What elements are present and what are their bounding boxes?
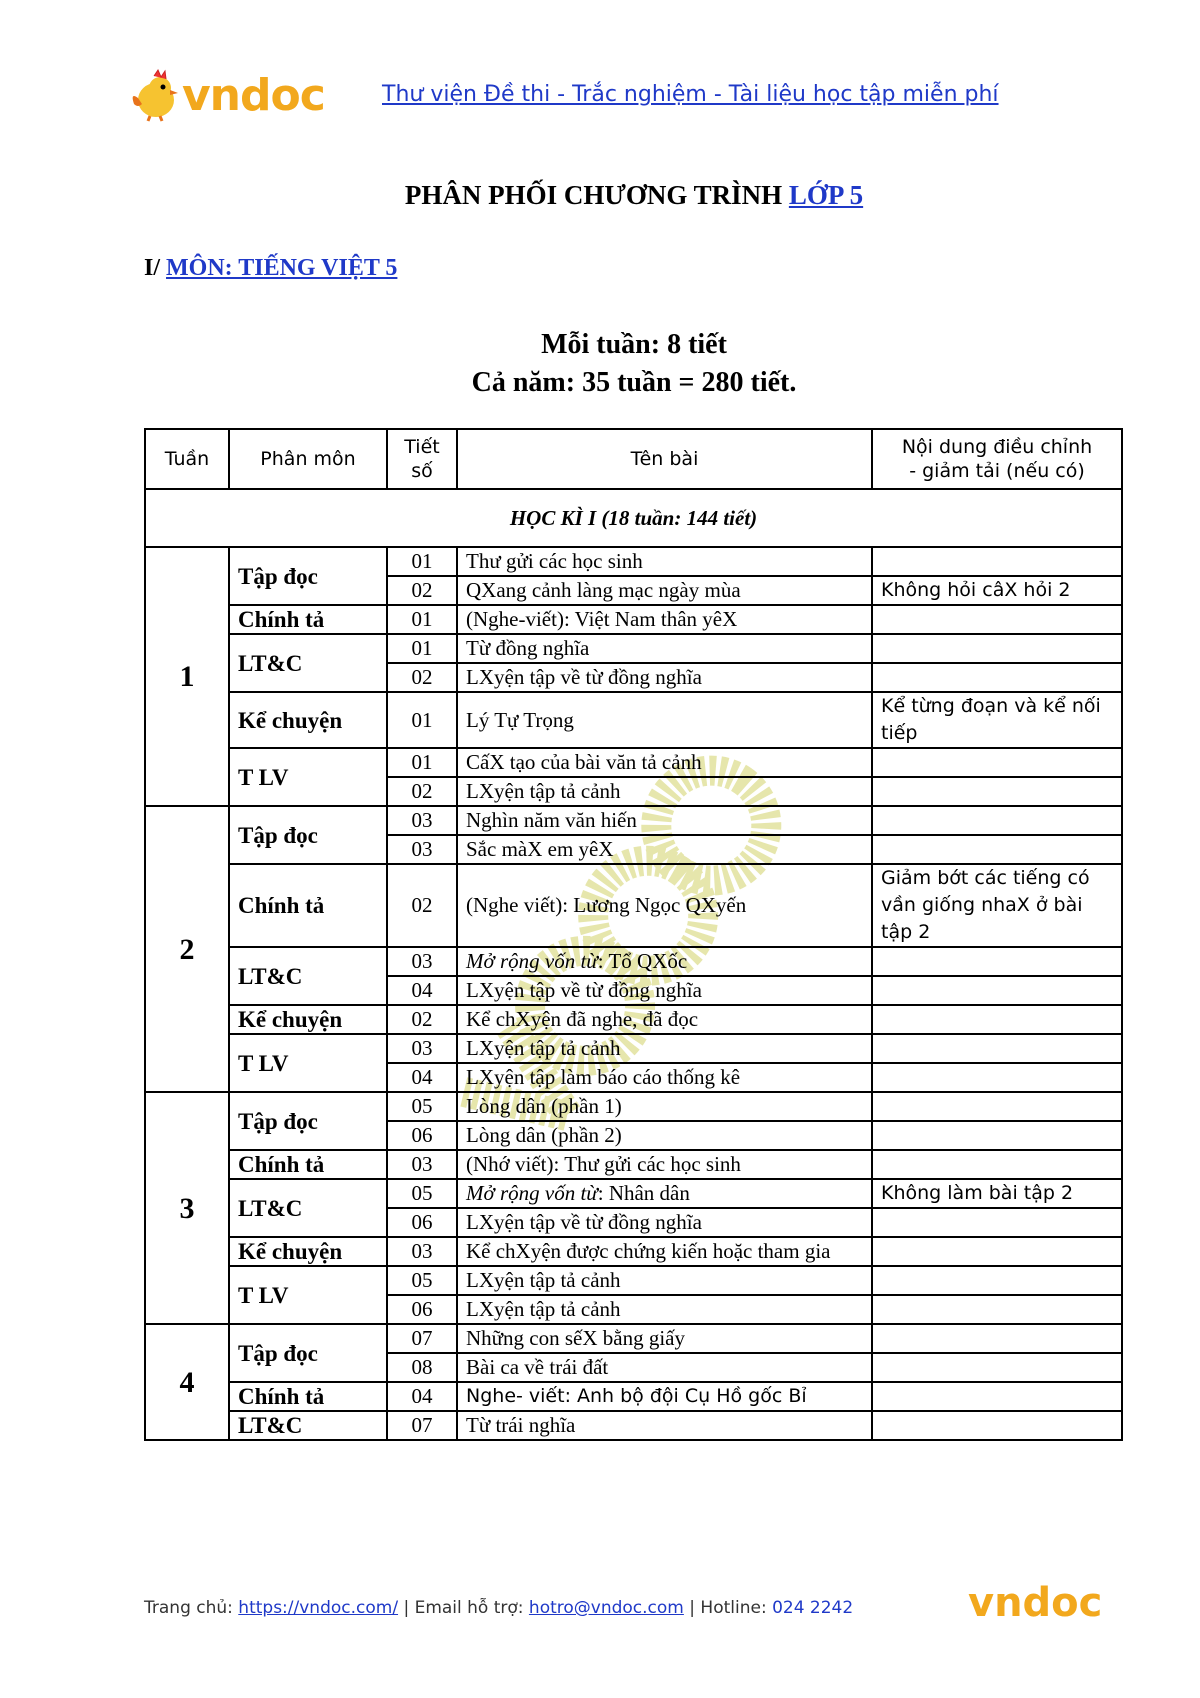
lesson-no: 06 bbox=[387, 1121, 457, 1150]
table-row bbox=[145, 1237, 1122, 1266]
lesson-no: 05 bbox=[387, 1266, 457, 1295]
adjustment-note bbox=[872, 1208, 1122, 1237]
adjustment-note bbox=[872, 976, 1122, 1005]
footer-home-label: Trang chủ: bbox=[144, 1598, 239, 1618]
adjustment-note bbox=[872, 1121, 1122, 1150]
table-row bbox=[145, 1179, 1122, 1208]
table-row bbox=[145, 692, 1122, 748]
adjustment-note bbox=[872, 1266, 1122, 1295]
adjustment-note bbox=[872, 547, 1122, 576]
adjustment-note bbox=[872, 1150, 1122, 1179]
lesson-no: 07 bbox=[387, 1324, 457, 1353]
lesson-title: Từ trái nghĩa bbox=[457, 1411, 872, 1440]
subject-cell: Tập đọc bbox=[229, 547, 387, 605]
lesson-title: LXyện tập tả cảnh bbox=[457, 1034, 872, 1063]
title-text: PHÂN PHỐI CHƯƠNG TRÌNH bbox=[404, 180, 789, 210]
lesson-no: 03 bbox=[387, 1034, 457, 1063]
lesson-title-rest: : Nhân dân bbox=[597, 1181, 690, 1205]
table-row bbox=[145, 605, 1122, 634]
lesson-summary bbox=[0, 326, 1200, 402]
table-row bbox=[145, 1411, 1122, 1440]
lesson-no: 01 bbox=[387, 692, 457, 748]
lesson-no: 05 bbox=[387, 1179, 457, 1208]
footer-logo[interactable]: vndoc bbox=[968, 1580, 1103, 1626]
table-row bbox=[145, 806, 1122, 835]
subject-link[interactable]: MÔN: TIẾNG VIỆT 5 bbox=[166, 255, 398, 281]
footer-separator: | Email hỗ trợ: bbox=[398, 1598, 529, 1618]
logo-text: vndoc bbox=[182, 69, 325, 121]
adjustment-note bbox=[872, 1237, 1122, 1266]
table-row bbox=[145, 1382, 1122, 1411]
grade-link[interactable]: LỚP 5 bbox=[788, 180, 864, 210]
table-header-row bbox=[145, 429, 1122, 489]
table-row bbox=[145, 748, 1122, 777]
subject-cell: T LV bbox=[229, 1266, 387, 1324]
subject-cell: Chính tả bbox=[229, 605, 387, 634]
subject-cell: Kể chuyện bbox=[229, 692, 387, 748]
lesson-title bbox=[457, 1179, 872, 1208]
lesson-no: 03 bbox=[387, 1150, 457, 1179]
lesson-no: 02 bbox=[387, 663, 457, 692]
adjustment-note bbox=[872, 605, 1122, 634]
adjustment-note: Kể từng đoạn và kể nối tiếp bbox=[872, 692, 1122, 748]
lesson-title: (Nhớ viết): Thư gửi các học sinh bbox=[457, 1150, 872, 1179]
footer-separator: | Hotline: bbox=[683, 1598, 773, 1618]
lesson-no: 06 bbox=[387, 1208, 457, 1237]
lesson-title: Lòng dân (phần 2) bbox=[457, 1121, 872, 1150]
site-tagline-link[interactable]: Thư viện Đề thi - Trắc nghiệm - Tài liệu học tập miễn phí bbox=[382, 82, 999, 107]
subject-cell: T LV bbox=[229, 1034, 387, 1092]
subject-cell: Chính tả bbox=[229, 864, 387, 947]
lesson-no: 06 bbox=[387, 1295, 457, 1324]
summary-weekly: Mỗi tuần: 8 tiết bbox=[541, 329, 727, 360]
lesson-title: (Nghe viết): Lương Ngọc QXyến bbox=[457, 864, 872, 947]
page-title bbox=[0, 180, 1200, 211]
lesson-title: LXyện tập tả cảnh bbox=[457, 777, 872, 806]
lesson-title: Kể chXyện được chứng kiến hoặc tham gia bbox=[457, 1237, 872, 1266]
lesson-title: LXyện tập về từ đồng nghĩa bbox=[457, 976, 872, 1005]
week-cell: 4 bbox=[145, 1324, 229, 1440]
header-adjustment: Nội dung điều chỉnh - giảm tải (nếu có) bbox=[872, 429, 1122, 489]
lesson-title: LXyện tập tả cảnh bbox=[457, 1295, 872, 1324]
summary-yearly: Cả năm: 35 tuần = 280 tiết. bbox=[471, 367, 797, 398]
week-cell: 2 bbox=[145, 806, 229, 1092]
table-row bbox=[145, 634, 1122, 663]
table-row bbox=[145, 947, 1122, 976]
lesson-no: 02 bbox=[387, 1005, 457, 1034]
adjustment-note bbox=[872, 1005, 1122, 1034]
lesson-no: 05 bbox=[387, 1092, 457, 1121]
adjustment-note bbox=[872, 1411, 1122, 1440]
table-row bbox=[145, 1324, 1122, 1353]
subject-cell: T LV bbox=[229, 748, 387, 806]
adjustment-note: Không làm bài tập 2 bbox=[872, 1179, 1122, 1208]
page-footer bbox=[144, 1598, 853, 1618]
lesson-no: 02 bbox=[387, 576, 457, 605]
adjustment-note bbox=[872, 748, 1122, 777]
lesson-title bbox=[457, 947, 872, 976]
lesson-title: LXyện tập tả cảnh bbox=[457, 1266, 872, 1295]
adjustment-note bbox=[872, 634, 1122, 663]
adjustment-note bbox=[872, 1034, 1122, 1063]
table-row bbox=[145, 1005, 1122, 1034]
lesson-title: Bài ca về trái đất bbox=[457, 1353, 872, 1382]
lesson-title: Nghe- viết: Anh bộ đội Cụ Hồ gốc Bỉ bbox=[457, 1382, 872, 1411]
header-week: Tuần bbox=[145, 429, 229, 489]
lesson-no: 03 bbox=[387, 947, 457, 976]
lesson-no: 03 bbox=[387, 806, 457, 835]
lesson-title-italic: Mở rộng vốn từ bbox=[466, 1181, 598, 1205]
lesson-no: 02 bbox=[387, 777, 457, 806]
curriculum-table bbox=[144, 428, 1123, 1441]
table-row bbox=[145, 1034, 1122, 1063]
table-row bbox=[145, 1150, 1122, 1179]
lesson-title: Kể chXyện đã nghe, đã đọc bbox=[457, 1005, 872, 1034]
subject-cell: Kể chuyện bbox=[229, 1005, 387, 1034]
vndoc-logo[interactable] bbox=[128, 68, 325, 122]
lesson-title: LXyện tập về từ đồng nghĩa bbox=[457, 663, 872, 692]
lesson-no: 04 bbox=[387, 1063, 457, 1092]
lesson-title: Lòng dân (phần 1) bbox=[457, 1092, 872, 1121]
table-row bbox=[145, 1266, 1122, 1295]
lesson-title: Nghìn năm văn hiến bbox=[457, 806, 872, 835]
subject-cell: Chính tả bbox=[229, 1150, 387, 1179]
adjustment-note bbox=[872, 1063, 1122, 1092]
lesson-title: Từ đồng nghĩa bbox=[457, 634, 872, 663]
lesson-title: Những con sếX bằng giấy bbox=[457, 1324, 872, 1353]
lesson-no: 04 bbox=[387, 976, 457, 1005]
subject-cell: Tập đọc bbox=[229, 1092, 387, 1150]
semester-row bbox=[145, 489, 1122, 547]
footer-home-link[interactable]: https://vndoc.com/ bbox=[238, 1598, 399, 1618]
adjustment-note bbox=[872, 1353, 1122, 1382]
subject-prefix: I/ bbox=[144, 255, 167, 281]
lesson-no: 07 bbox=[387, 1411, 457, 1440]
table-row bbox=[145, 864, 1122, 947]
adjustment-note bbox=[872, 947, 1122, 976]
subject-cell: Chính tả bbox=[229, 1382, 387, 1411]
header-subject: Phân môn bbox=[229, 429, 387, 489]
adjustment-note bbox=[872, 777, 1122, 806]
lesson-no: 01 bbox=[387, 748, 457, 777]
table-row bbox=[145, 1092, 1122, 1121]
lesson-title: (Nghe-viết): Việt Nam thân yêX bbox=[457, 605, 872, 634]
lesson-title: LXyện tập làm báo cáo thống kê bbox=[457, 1063, 872, 1092]
subject-cell: LT&C bbox=[229, 634, 387, 692]
subject-cell: Tập đọc bbox=[229, 806, 387, 864]
lesson-no: 01 bbox=[387, 605, 457, 634]
subject-heading bbox=[144, 255, 397, 282]
lesson-no: 03 bbox=[387, 835, 457, 864]
semester-label: HỌC KÌ I (18 tuần: 144 tiết) bbox=[145, 489, 1122, 547]
subject-cell: LT&C bbox=[229, 1411, 387, 1440]
lesson-no: 02 bbox=[387, 864, 457, 947]
adjustment-note bbox=[872, 1092, 1122, 1121]
header-lesson-title: Tên bài bbox=[457, 429, 872, 489]
adjustment-note: Giảm bớt các tiếng có vần giống nhaX ở bài tập 2 bbox=[872, 864, 1122, 947]
adjustment-note bbox=[872, 663, 1122, 692]
page-header bbox=[128, 62, 1078, 132]
adjustment-note bbox=[872, 1295, 1122, 1324]
adjustment-note bbox=[872, 1324, 1122, 1353]
footer-hotline: 024 2242 bbox=[772, 1598, 854, 1618]
week-cell: 3 bbox=[145, 1092, 229, 1324]
lesson-no: 03 bbox=[387, 1237, 457, 1266]
lesson-title: CấX tạo của bài văn tả cảnh bbox=[457, 748, 872, 777]
adjustment-note bbox=[872, 835, 1122, 864]
adjustment-note: Không hỏi câX hỏi 2 bbox=[872, 576, 1122, 605]
lesson-no: 08 bbox=[387, 1353, 457, 1382]
subject-cell: Kể chuyện bbox=[229, 1237, 387, 1266]
adjustment-note bbox=[872, 806, 1122, 835]
lesson-title: Lý Tự Trọng bbox=[457, 692, 872, 748]
lesson-title-italic: Mở rộng vốn từ bbox=[466, 949, 598, 973]
lesson-title-rest: : Tổ QXốc bbox=[597, 949, 688, 973]
lesson-title: Sắc màX em yêX bbox=[457, 835, 872, 864]
lesson-no: 01 bbox=[387, 634, 457, 663]
header-lesson-no: Tiết số bbox=[387, 429, 457, 489]
subject-cell: LT&C bbox=[229, 947, 387, 1005]
subject-cell: LT&C bbox=[229, 1179, 387, 1237]
lesson-title: QXang cảnh làng mạc ngày mùa bbox=[457, 576, 872, 605]
footer-email-link[interactable]: hotro@vndoc.com bbox=[528, 1598, 684, 1618]
subject-cell: Tập đọc bbox=[229, 1324, 387, 1382]
adjustment-note bbox=[872, 1382, 1122, 1411]
lesson-no: 04 bbox=[387, 1382, 457, 1411]
table-row bbox=[145, 547, 1122, 576]
week-cell: 1 bbox=[145, 547, 229, 806]
lesson-title: Thư gửi các học sinh bbox=[457, 547, 872, 576]
chick-mascot-icon bbox=[128, 68, 182, 122]
lesson-no: 01 bbox=[387, 547, 457, 576]
lesson-title: LXyện tập về từ đồng nghĩa bbox=[457, 1208, 872, 1237]
